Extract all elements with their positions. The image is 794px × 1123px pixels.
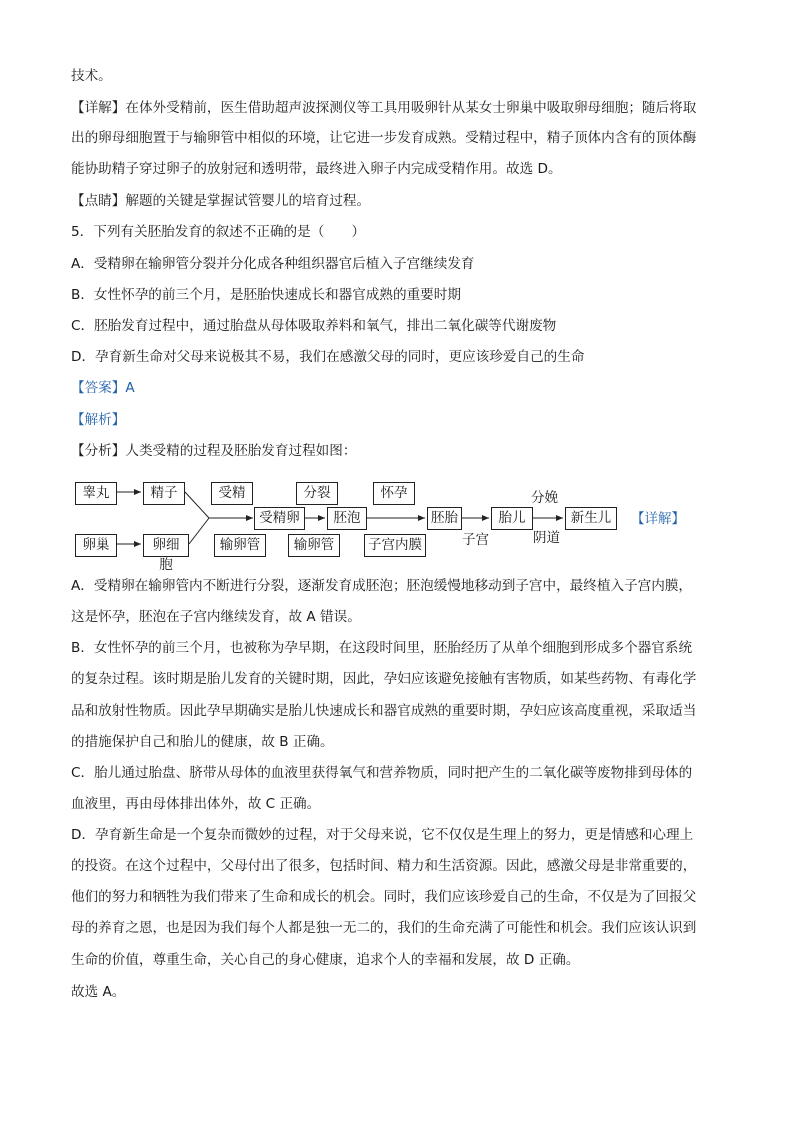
label-uterus: 子宫 bbox=[462, 532, 489, 548]
text-line: 能协助精子穿过卵子的放射冠和透明带，最终进入卵子内完成受精作用。故选 D。 bbox=[71, 161, 562, 177]
box-zygote: 受精卵 bbox=[254, 507, 305, 530]
question-stem: 5．下列有关胚胎发育的叙述不正确的是（ ） bbox=[71, 224, 366, 240]
analysis-label: 【解析】 bbox=[71, 412, 126, 428]
box-pregnancy: 怀孕 bbox=[373, 482, 415, 505]
explain-d-cont: 他们的努力和牺牲为我们带来了生命和成长的机会。同时，我们应该珍爱自己的生命，不仅是为了回报父 bbox=[71, 889, 697, 905]
text-line: 技术。 bbox=[71, 68, 112, 84]
label-delivery: 分娩 bbox=[531, 490, 558, 506]
explain-d-cont: 的投资。在这个过程中，父母付出了很多，包括时间、精力和生活资源。因此，感激父母是非常重要的， bbox=[71, 858, 697, 874]
explain-c: C．胎儿通过胎盘、脐带从母体的血液里获得氧气和营养物质，同时把产生的二氧化碳等废物排到母体的 bbox=[71, 765, 693, 781]
answer-label: 【答案】A bbox=[71, 380, 135, 396]
text-line: 【详解】在体外受精前，医生借助超声波探测仪等工具用吸卵针从某女士卵巢中吸取卵母细胞；随后将取 bbox=[71, 100, 697, 116]
box-division: 分裂 bbox=[296, 482, 338, 505]
analysis-intro: 【分析】人类受精的过程及胚胎发育过程如图： bbox=[71, 443, 357, 459]
box-blastocyst: 胚泡 bbox=[327, 507, 367, 530]
label-vagina: 阴道 bbox=[533, 530, 560, 546]
box-testis: 睾丸 bbox=[75, 482, 117, 505]
detail-label: 【详解】 bbox=[631, 511, 685, 527]
box-fertilization: 受精 bbox=[211, 482, 253, 505]
explain-b-cont: 的复杂过程。该时期是胎儿发育的关键时期，因此，孕妇应该避免接触有害物质，如某些药物、有毒化学 bbox=[71, 671, 697, 687]
box-oviduct-1: 输卵管 bbox=[214, 534, 266, 557]
option-d: D．孕育新生命对父母来说极其不易，我们在感激父母的同时，更应该珍爱自己的生命 bbox=[71, 349, 585, 365]
text-line: 出的卵母细胞置于与输卵管中相似的环境，让它进一步发育成熟。受精过程中，精子顶体内含有的顶体酶 bbox=[71, 130, 697, 146]
box-ovary: 卵巢 bbox=[75, 534, 117, 557]
box-oviduct-2: 输卵管 bbox=[288, 534, 340, 557]
explain-b-cont: 的措施保护自己和胎儿的健康，故 B 正确。 bbox=[71, 734, 334, 750]
box-sperm: 精子 bbox=[143, 482, 185, 505]
explain-a: A．受精卵在输卵管内不断进行分裂，逐渐发育成胚泡；胚泡缓慢地移动到子宫中，最终植入子宫内膜， bbox=[71, 578, 693, 594]
explain-d: D．孕育新生命是一个复杂而微妙的过程，对于父母来说，它不仅仅是生理上的努力，更是情感和心理上 bbox=[71, 827, 694, 843]
explain-d-cont: 生命的价值，尊重生命，关心自己的身心健康，追求个人的幸福和发展，故 D 正确。 bbox=[71, 952, 580, 968]
box-newborn: 新生儿 bbox=[565, 507, 617, 530]
box-embryo: 胚胎 bbox=[427, 507, 462, 530]
explain-c-cont: 血液里，再由母体排出体外，故 C 正确。 bbox=[71, 796, 321, 812]
box-fetus: 胎儿 bbox=[491, 507, 533, 530]
fertilization-diagram bbox=[71, 474, 731, 573]
text-line: 【点睛】解题的关键是掌握试管婴儿的培育过程。 bbox=[71, 193, 371, 209]
explain-a-cont: 这是怀孕，胚泡在子宫内继续发育，故 A 错误。 bbox=[71, 609, 361, 625]
option-b: B．女性怀孕的前三个月，是胚胎快速成长和器官成熟的重要时期 bbox=[71, 287, 461, 303]
explain-b: B．女性怀孕的前三个月，也被称为孕早期，在这段时间里，胚胎经历了从单个细胞到形成多个器官系统 bbox=[71, 640, 693, 656]
explain-b-cont: 品和放射性物质。因此孕早期确实是胎儿快速成长和器官成熟的重要时期，孕妇应该高度重视，采取适当 bbox=[71, 703, 697, 719]
box-endometrium: 子宫内膜 bbox=[364, 534, 426, 557]
explain-d-cont: 母的养育之恩，也是因为我们每个人都是独一无二的，我们的生命充满了可能性和机会。我们应该认识到 bbox=[71, 920, 697, 936]
option-a: A．受精卵在输卵管分裂并分化成各种组织器官后植入子宫继续发育 bbox=[71, 256, 475, 272]
final-choice: 故选 A。 bbox=[71, 984, 126, 1000]
option-c: C．胚胎发育过程中，通过胎盘从母体吸取养料和氧气，排出二氧化碳等代谢废物 bbox=[71, 318, 557, 334]
box-egg-cell: 卵细胞 bbox=[143, 534, 189, 557]
